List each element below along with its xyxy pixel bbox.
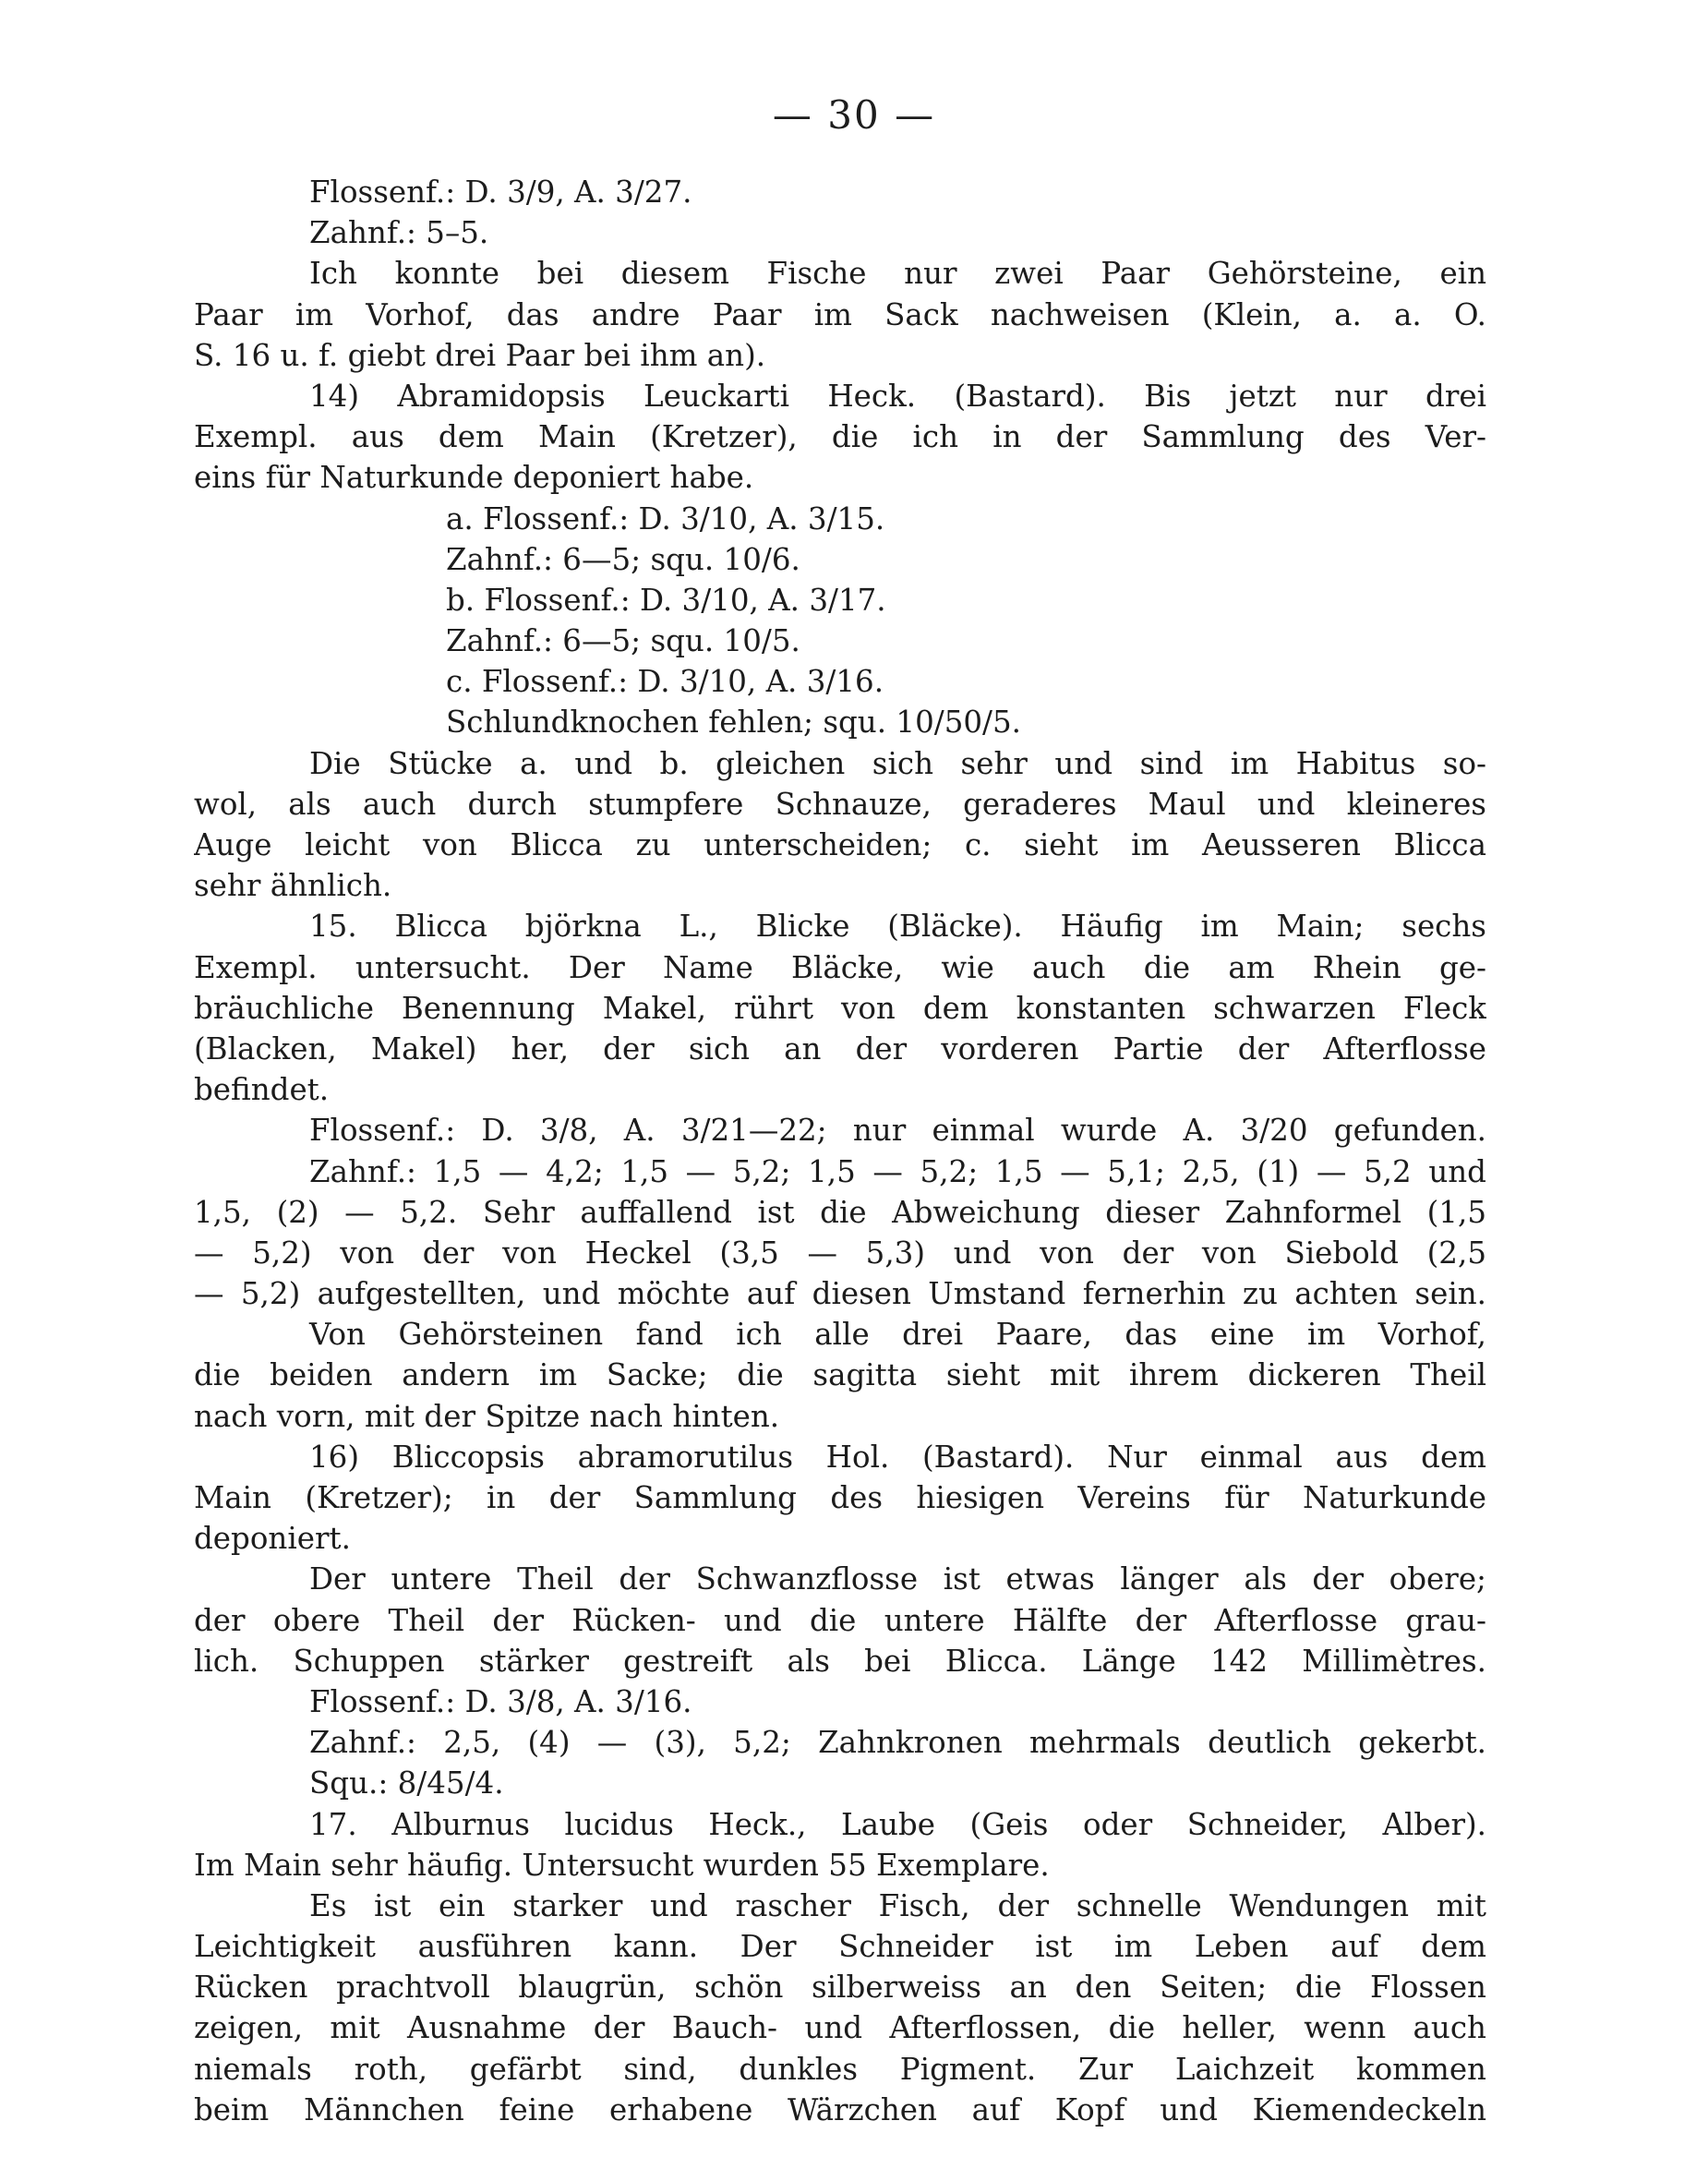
text-line: lich. Schuppen stärker gestreift als bei Blicca. Länge 142 Millimètres. [194,1643,1486,1679]
text-line: 1,5, (2) — 5,2. Sehr auffallend ist die Abweichung dieser Zahnformel (1,5 [194,1194,1486,1230]
text-line: Schlundknochen fehlen; squ. 10/50/5. [446,705,1022,741]
text-line: Auge leicht von Blicca zu unterscheiden; c. sieht im Aeusseren Blicca [194,827,1486,862]
text-line: Ich konnte bei diesem Fische nur zwei Paar Gehörsteine, ein [309,256,1486,292]
text-line: Von Gehörsteinen fand ich alle drei Paare, das eine im Vorhof, [309,1317,1486,1353]
text-line: Exempl. aus dem Main (Kretzer), die ich in der Sammlung des Ver- [194,419,1486,455]
text-line: Flossenf.: D. 3/8, A. 3/21—22; nur einmal wurde A. 3/20 gefunden. [309,1113,1486,1149]
text-line: Flossenf.: D. 3/9, A. 3/27. [309,175,692,210]
text-line: Paar im Vorhof, das andre Paar im Sack nachweisen (Klein, a. a. O. [194,296,1486,332]
text-line: a. Flossenf.: D. 3/10, A. 3/15. [446,500,885,536]
text-line: 14) Abramidopsis Leuckarti Heck. (Bastard). Bis jetzt nur drei [309,378,1486,414]
text-line: zeigen, mit Ausnahme der Bauch- und Afterflossen, die heller, wenn auch [194,2010,1486,2046]
text-line: wol, als auch durch stumpfere Schnauze, geraderes Maul und kleineres [194,786,1486,822]
text-line: b. Flossenf.: D. 3/10, A. 3/17. [446,582,886,618]
text-line: S. 16 u. f. giebt drei Paar bei ihm an). [194,337,766,373]
text-line: Zahnf.: 1,5 — 4,2; 1,5 — 5,2; 1,5 — 5,2; 1,5 — 5,1; 2,5, (1) — 5,2 und [309,1153,1486,1189]
page-number: — 30 — [772,92,936,138]
text-line: Die Stücke a. und b. gleichen sich sehr und sind im Habitus so- [309,745,1486,781]
text-line: Squ.: 8/45/4. [309,1765,504,1801]
text-line: — 5,2) aufgestellten, und möchte auf diesen Umstand fernerhin zu achten sein. [194,1276,1486,1312]
text-line: c. Flossenf.: D. 3/10, A. 3/16. [446,664,884,700]
text-line: die beiden andern im Sacke; die sagitta sieht mit ihrem dickeren Theil [194,1357,1486,1393]
text-line: Zahnf.: 5–5. [309,215,489,251]
text-line: Der untere Theil der Schwanzflosse ist etwas länger als der obere; [309,1561,1486,1597]
text-line: Es ist ein starker und rascher Fisch, der schnelle Wendungen mit [309,1887,1486,1923]
text-line: Zahnf.: 2,5, (4) — (3), 5,2; Zahnkronen mehrmals deutlich gekerbt. [309,1725,1486,1761]
text-line: beim Männchen feine erhabene Wärzchen auf Kopf und Kiemendeckeln [194,2091,1486,2127]
text-line: 17. Alburnus lucidus Heck., Laube (Geis oder Schneider, Alber). [309,1806,1486,1842]
text-line: niemals roth, gefärbt sind, dunkles Pigment. Zur Laichzeit kommen [194,2051,1486,2087]
text-line: — 5,2) von der von Heckel (3,5 — 5,3) und von der von Siebold (2,5 [194,1235,1486,1271]
text-line: Zahnf.: 6—5; squ. 10/5. [446,623,800,659]
text-line: Leichtigkeit ausführen kann. Der Schneider ist im Leben auf dem [194,1929,1486,1965]
text-line: Im Main sehr häufig. Untersucht wurden 55 Exemplare. [194,1847,1050,1883]
text-line: 15. Blicca björkna L., Blicke (Bläcke). Häufig im Main; sechs [309,909,1486,945]
text-line: deponiert. [194,1521,351,1557]
text-line: Main (Kretzer); in der Sammlung des hiesigen Vereins für Naturkunde [194,1480,1486,1515]
text-line: nach vorn, mit der Spitze nach hinten. [194,1398,780,1434]
text-line: Exempl. untersucht. Der Name Bläcke, wie auch die am Rhein ge- [194,949,1486,985]
text-line: (Blacken, Makel) her, der sich an der vorderen Partie der Afterflosse [194,1030,1486,1066]
text-line: Zahnf.: 6—5; squ. 10/6. [446,541,800,577]
text-line: eins für Naturkunde deponiert habe. [194,460,754,496]
text-line: Flossenf.: D. 3/8, A. 3/16. [309,1683,692,1719]
text-line: der obere Theil der Rücken- und die untere Hälfte der Afterflosse grau- [194,1602,1486,1638]
text-line: sehr ähnlich. [194,868,392,904]
text-line: 16) Bliccopsis abramorutilus Hol. (Bastard). Nur einmal aus dem [309,1439,1486,1475]
text-line: befindet. [194,1072,330,1108]
text-line: Rücken prachtvoll blaugrün, schön silberweiss an den Seiten; die Flossen [194,1970,1486,2006]
body-text [194,172,1486,2130]
text-line: bräuchliche Benennung Makel, rührt von dem konstanten schwarzen Fleck [194,990,1486,1026]
